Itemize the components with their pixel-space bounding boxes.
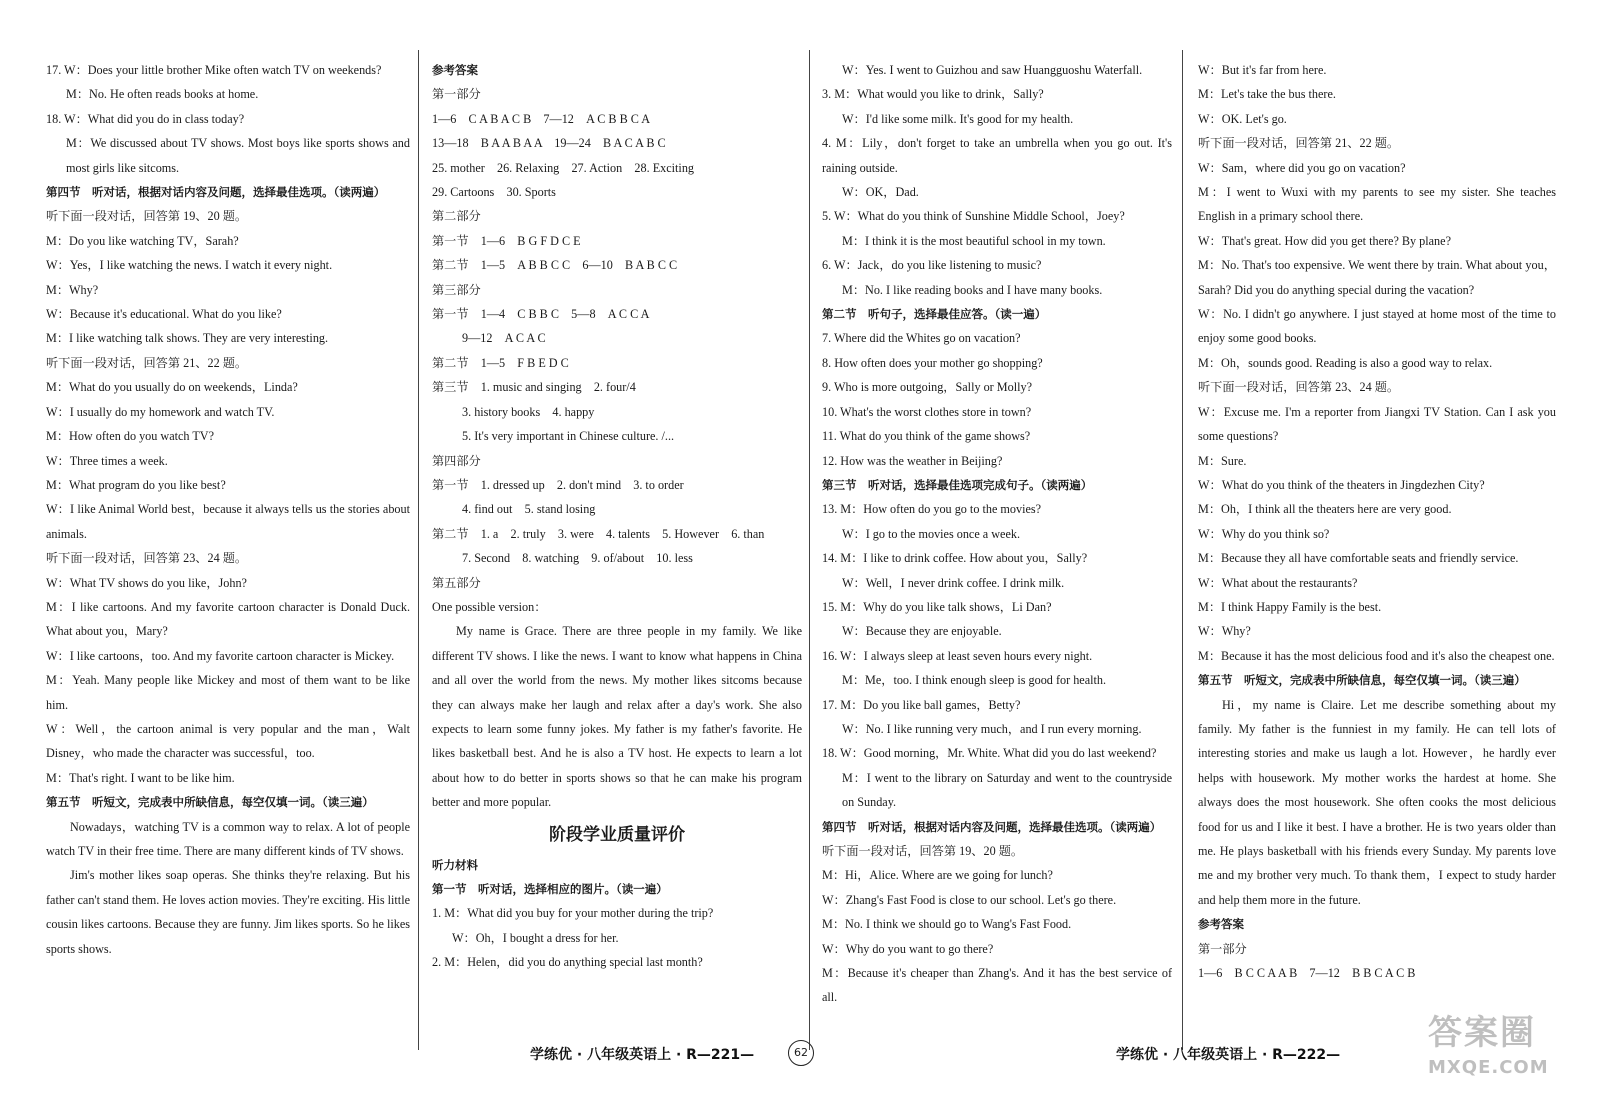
text-line: 6. W：Jack，do you like listening to music? — [822, 258, 1042, 273]
text-line: W：Because it's educational. What do you like? — [46, 307, 282, 322]
text-line: W：Well，I never drink coffee. I drink milk. — [842, 575, 1065, 590]
text-line: M：Let's take the bus there. — [1198, 87, 1336, 102]
text-line: 阶段学业质量评价 — [549, 824, 685, 845]
text-line: M：Me，too. I think enough sleep is good for health. — [842, 673, 1107, 688]
text-line: 第一部分 — [1198, 941, 1247, 956]
text-line: 9. Who is more outgoing，Sally or Molly? — [822, 380, 1032, 395]
text-line: M：We discussed about TV shows. Most boys like sports shows and most girls like sitcoms. — [66, 136, 410, 175]
text-line: 第五部分 — [432, 575, 481, 590]
text-line: 4. M：Lily，don't forget to take an umbrella when you go out. It's raining outside. — [822, 136, 1172, 175]
text-line: W：No. I didn't go anywhere. I just stayed at home most of the time to enjoy some good books. — [1198, 307, 1556, 346]
column-1 — [46, 58, 410, 1048]
text-line: W：I like Animal World best，because it always tells us the stories about animals. — [46, 502, 410, 541]
text-line: W：OK，Dad. — [842, 185, 919, 200]
text-line: W：Zhang's Fast Food is close to our school. Let's go there. — [822, 892, 1117, 907]
text-line: M：Sure. — [1198, 453, 1247, 468]
watermark-logo — [1428, 1010, 1588, 1094]
text-line: W：Why do you think so? — [1198, 526, 1330, 541]
text-line: W：But it's far from here. — [1198, 63, 1327, 77]
page-number: 62 — [788, 1040, 814, 1066]
text-line: W：I like cartoons，too. And my favorite cartoon character is Mickey. — [46, 648, 395, 663]
text-line: W：Sam，where did you go on vacation? — [1198, 160, 1406, 175]
text-line: W：No. I like running very much，and I run every morning. — [842, 721, 1142, 736]
text-line: 听下面一段对话，回答第 23、24 题。 — [1198, 380, 1400, 395]
column-4 — [1198, 58, 1556, 1048]
text-line: 第四节 听对话，根据对话内容及问题，选择最佳选项。（读两遍） — [822, 819, 1162, 834]
text-line: 第二部分 — [432, 209, 481, 224]
column-3 — [822, 58, 1172, 1048]
text-line: 4. find out 5. stand losing — [462, 502, 596, 517]
text-line: 1—6 C A B A C B 7—12 A C B B C A — [432, 111, 651, 126]
text-line: 5. It's very important in Chinese culture. /... — [462, 429, 675, 444]
watermark-text-top: 答案圈 — [1428, 1013, 1536, 1053]
text-line: W：Yes. I went to Guizhou and saw Huangguoshu Waterfall. — [842, 63, 1143, 77]
text-line: M：I think Happy Family is the best. — [1198, 599, 1382, 614]
watermark-text-bottom: MXQE.COM — [1428, 1057, 1549, 1078]
text-line: 8. How often does your mother go shopping? — [822, 355, 1043, 370]
text-line: 7. Where did the Whites go on vacation? — [822, 331, 1021, 346]
text-line: Jim's mother likes soap operas. She thinks they're relaxing. But his father can't stand them. He loves action movies. They're exciting. His little cousin likes cartoons. Because they are funny. Jim likes sports. So he likes sports shows. — [46, 868, 410, 956]
text-line: 第三部分 — [432, 282, 481, 297]
text-line: M：I like cartoons. And my favorite cartoon character is Donald Duck. What about you，Mary? — [46, 599, 410, 639]
text-line: 参考答案 — [432, 63, 478, 77]
text-line: 第一节 1—6 B G F D C E — [432, 233, 581, 248]
text-line: M：I went to the library on Saturday and went to the countryside on Sunday. — [842, 770, 1172, 810]
text-line: 13. M：How often do you go to the movies? — [822, 502, 1042, 517]
text-line: My name is Grace. There are three people in my family. We like different TV shows. I like the news. I want to know what happens in China and all over the world from the news. My mother likes sitcoms because they can always make her laugh and relax after a day's work. She also expects to learn some funny jokes. My father is my father's favorite. He likes basketball best. And he is also a TV host. He expects to learn a lot about how to do better in sports shows so that he can make his program better and more popular. — [432, 624, 802, 810]
text-line: W：OK. Let's go. — [1198, 111, 1287, 126]
text-line: 13—18 B A A B A A 19—24 B A C A B C — [432, 136, 666, 151]
text-line: M：Hi，Alice. Where are we going for lunch? — [822, 868, 1053, 883]
text-line: M：No. He often reads books at home. — [66, 87, 259, 102]
text-line: 听力材料 — [432, 857, 478, 872]
text-line: W：I'd like some milk. It's good for my health. — [842, 111, 1074, 126]
text-line: M：Because it's cheaper than Zhang's. And it has the best service of all. — [822, 966, 1172, 1005]
text-line: 7. Second 8. watching 9. of/about 10. less — [462, 551, 693, 566]
text-line: 第二节 听句子，选择最佳应答。（读一遍） — [822, 307, 1047, 322]
text-line: M：Why? — [46, 282, 99, 297]
text-line: 5. W：What do you think of Sunshine Middle School，Joey? — [822, 209, 1125, 224]
text-line: 第四节 听对话，根据对话内容及问题，选择最佳选项。（读两遍） — [46, 185, 386, 200]
text-line: 17. M：Do you like ball games，Betty? — [822, 697, 1021, 712]
text-line: 第一部分 — [432, 87, 481, 102]
text-line: 第一节 1. dressed up 2. don't mind 3. to order — [432, 477, 684, 492]
text-line: M：How often do you watch TV? — [46, 429, 215, 444]
text-line: 听下面一段对话，回答第 19、20 题。 — [46, 209, 248, 224]
text-line: W：Yes，I like watching the news. I watch it every night. — [46, 258, 333, 273]
text-line: W：Because they are enjoyable. — [842, 624, 1002, 639]
text-line: 参考答案 — [1198, 917, 1244, 932]
text-line: 25. mother 26. Relaxing 27. Action 28. Exciting — [432, 160, 695, 175]
footer-right: 学练优 · 八年级英语上 · R—222— — [1116, 1047, 1341, 1063]
text-line: 1—6 B C C A A B 7—12 B B C A C B — [1198, 966, 1416, 981]
text-line: Nowadays，watching TV is a common way to relax. A lot of people watch TV in their free time. There are many different kinds of TV shows. — [46, 819, 410, 858]
text-line: 第五节 听短文，完成表中所缺信息，每空仅填一词。（读三遍） — [46, 795, 374, 810]
text-line: M：That's right. I want to be like him. — [46, 770, 235, 785]
text-line: 第一节 听对话，选择相应的图片。（读一遍） — [432, 882, 668, 896]
text-line: M：I like watching talk shows. They are very interesting. — [46, 331, 329, 346]
text-line: 听下面一段对话，回答第 21、22 题。 — [46, 355, 248, 370]
column-divider — [418, 50, 419, 1050]
column-divider — [1182, 50, 1183, 1050]
text-line: M：Oh，sounds good. Reading is also a good way to relax. — [1198, 355, 1493, 370]
text-line: M：I went to Wuxi with my parents to see my sister. She teaches English in a primary school there. — [1198, 185, 1556, 224]
text-line: 第四部分 — [432, 453, 481, 468]
text-line: 第二节 1. a 2. truly 3. were 4. talents 5. However 6. than — [432, 526, 765, 541]
text-line: 第二节 1—5 A B B C C 6—10 B A B C C — [432, 258, 678, 273]
column-divider — [809, 50, 810, 1050]
text-line: 3. history books 4. happy — [462, 404, 595, 419]
text-line: 18. W：Good morning，Mr. White. What did you do last weekend? — [822, 746, 1157, 761]
text-line: 12. How was the weather in Beijing? — [822, 453, 1003, 468]
text-line: W：I go to the movies once a week. — [842, 526, 1021, 541]
text-line: W：What TV shows do you like，John? — [46, 575, 247, 590]
text-line: M：Yeah. Many people like Mickey and most of them want to be like him. — [46, 673, 410, 712]
text-line: W：Excuse me. I'm a reporter from Jiangxi TV Station. Can I ask you some questions? — [1198, 404, 1556, 444]
text-line: M：Because they all have comfortable seats and friendly service. — [1198, 551, 1519, 566]
text-line: 17. W：Does your little brother Mike often watch TV on weekends? — [46, 63, 382, 77]
text-line: M：What do you usually do on weekends，Linda? — [46, 380, 298, 395]
text-line: W：What about the restaurants? — [1198, 575, 1358, 590]
text-line: M：Do you like watching TV，Sarah? — [46, 233, 239, 248]
text-line: 第五节 听短文，完成表中所缺信息，每空仅填一词。（读三遍） — [1198, 673, 1526, 688]
text-line: W：Why do you want to go there? — [822, 941, 994, 956]
text-line: 听下面一段对话，回答第 23、24 题。 — [46, 551, 248, 566]
text-line: M：Because it has the most delicious food and it's also the cheapest one. — [1198, 648, 1555, 663]
text-line: 3. M：What would you like to drink，Sally? — [822, 87, 1044, 102]
text-line: M：No. That's too expensive. We went there by train. What about you，Sarah? Did you do anything special during the vacation? — [1198, 258, 1556, 297]
text-line: 第二节 1—5 F B E D C — [432, 355, 569, 370]
text-line: One possible version： — [432, 599, 547, 614]
text-line: 听下面一段对话，回答第 19、20 题。 — [822, 844, 1024, 858]
text-line: 听下面一段对话，回答第 21、22 题。 — [1198, 136, 1400, 151]
text-line: W：I usually do my homework and watch TV. — [46, 404, 275, 419]
text-line: 16. W：I always sleep at least seven hours every night. — [822, 648, 1093, 663]
text-line: W：That's great. How did you get there? By plane? — [1198, 233, 1451, 248]
text-line: M：Oh，I think all the theaters here are very good. — [1198, 502, 1452, 517]
text-line: 15. M：Why do you like talk shows，Li Dan? — [822, 599, 1052, 614]
text-line: 10. What's the worst clothes store in town? — [822, 404, 1032, 419]
text-line: W：Why? — [1198, 624, 1251, 639]
text-line: 第三节 1. music and singing 2. four/4 — [432, 380, 636, 395]
text-line: M：What program do you like best? — [46, 477, 226, 492]
text-line: 第三节 听对话，选择最佳选项完成句子。（读两遍） — [822, 477, 1093, 492]
text-line: 14. M：I like to drink coffee. How about you，Sally? — [822, 551, 1088, 566]
text-line: W：What do you think of the theaters in Jingdezhen City? — [1198, 477, 1485, 492]
text-line: 11. What do you think of the game shows? — [822, 429, 1031, 444]
text-line: W：Well，the cartoon animal is very popular and the man，Walt Disney，who made the character was successful，too. — [46, 721, 410, 761]
text-line: W：Three times a week. — [46, 453, 168, 468]
text-line: W：Oh，I bought a dress for her. — [452, 930, 619, 945]
text-line: M：No. I think we should go to Wang's Fast Food. — [822, 917, 1072, 932]
text-line: 29. Cartoons 30. Sports — [432, 185, 556, 200]
text-line: 2. M：Helen，did you do anything special last month? — [432, 955, 703, 970]
text-line: 18. W：What did you do in class today? — [46, 111, 245, 126]
text-line: 9—12 A C A C — [462, 331, 546, 346]
text-line: 1. M：What did you buy for your mother during the trip? — [432, 906, 714, 921]
text-line: Hi，my name is Claire. Let me describe something about my family. My father is the funniest in my family. He can tell lots of interesting stories and make us laugh a lot. However，he hardly ever helps with housework. My mother works the hardest at home. She always does the most housework. She often cooks the most delicious food for us and I like it best. I have a brother. He is two years older than me. He plays basketball with his friends every Sunday. My parents love me and my brother very much. To thank them，I expect to study harder and help them more in the future. — [1198, 697, 1556, 907]
footer-left: 学练优 · 八年级英语上 · R—221— — [530, 1047, 755, 1063]
column-2 — [432, 58, 802, 1048]
text-line: 第一节 1—4 C B B C 5—8 A C C A — [432, 307, 650, 322]
text-line: M：I think it is the most beautiful school in my town. — [842, 233, 1106, 248]
text-line: M：No. I like reading books and I have many books. — [842, 282, 1103, 297]
